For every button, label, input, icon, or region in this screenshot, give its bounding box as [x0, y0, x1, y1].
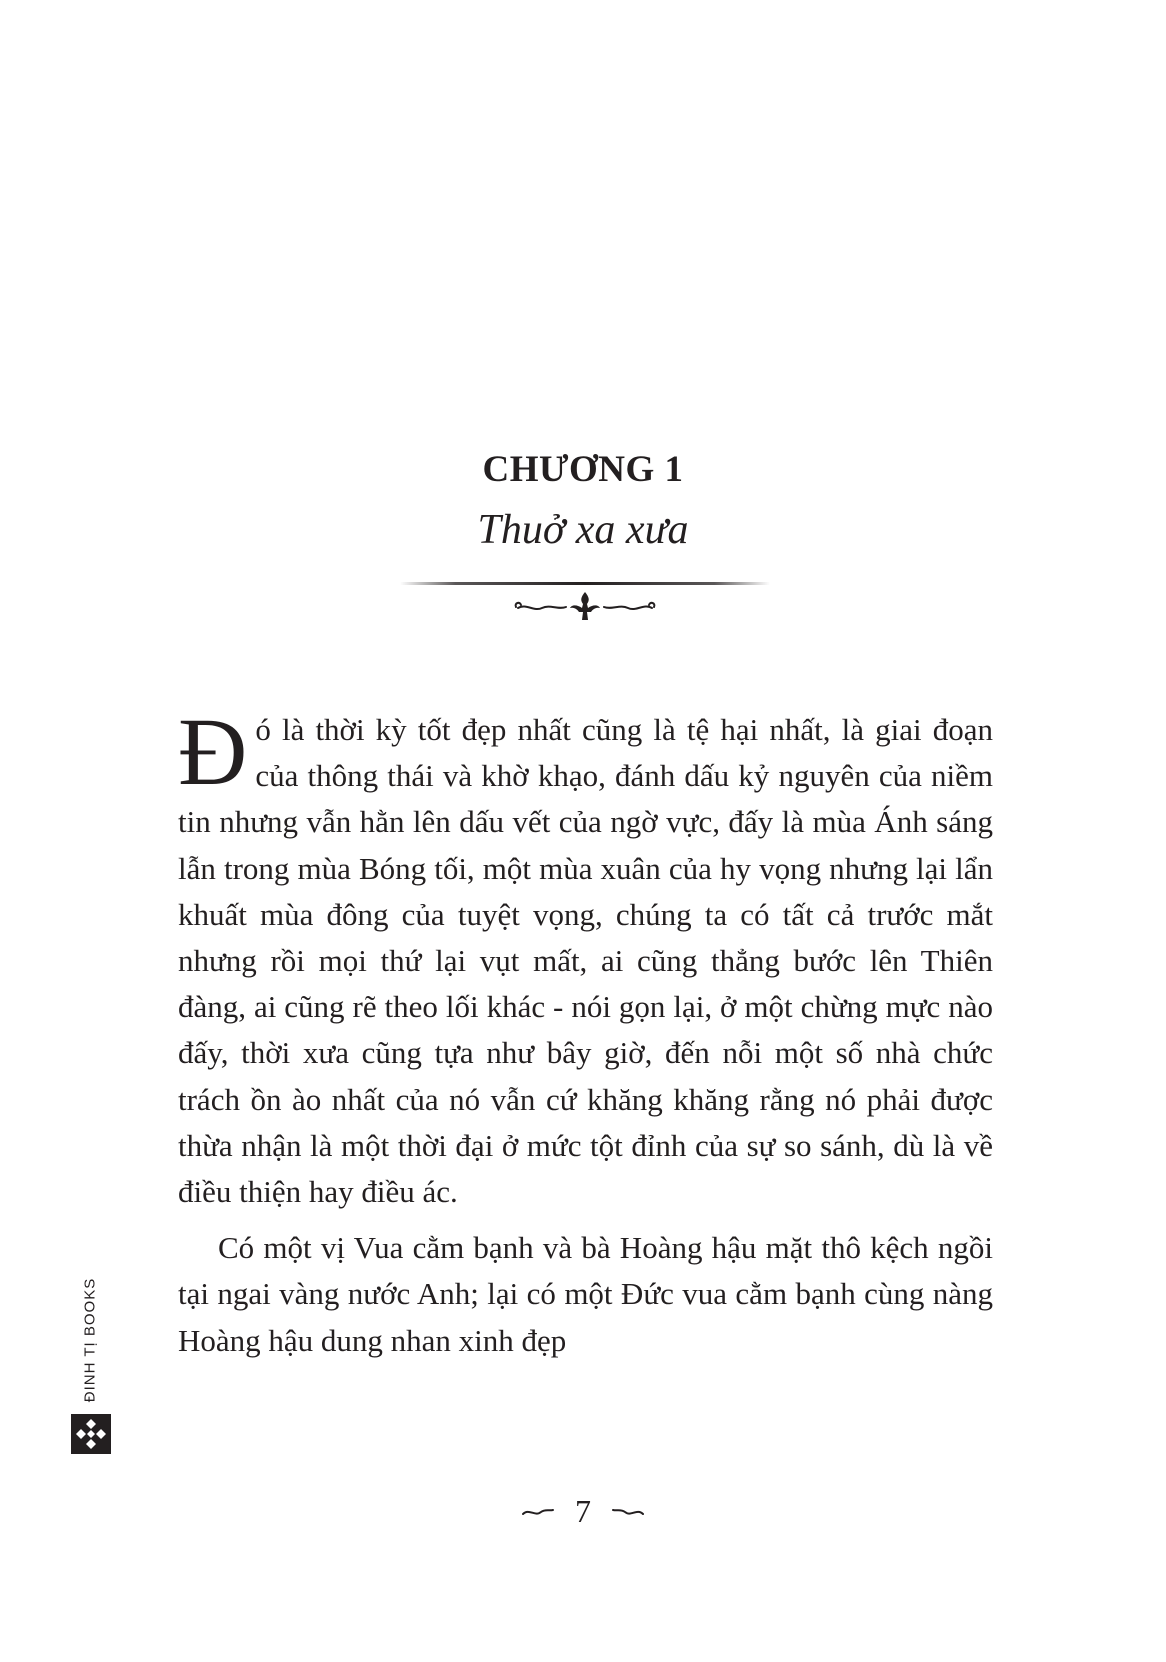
- ornament-rule: [400, 582, 770, 585]
- swirl-left-icon: [516, 603, 566, 609]
- chapter-body: [178, 698, 993, 1364]
- publisher-name: ĐINH TỊ BOOKS: [81, 1277, 99, 1403]
- chapter-title: Thuở xa xưa: [477, 507, 689, 553]
- swash-left-icon: [521, 1505, 555, 1519]
- chapter-heading: CHƯƠNG 1: [482, 449, 684, 490]
- paragraph-2: Có một vị Vua cằm bạnh và bà Hoàng hậu mặt thô kệch ngồi tại ngai vàng nước Anh; lại có một Đức vua cằm bạnh cùng nàng Hoàng hậu dung nhan xinh đẹp: [178, 1230, 993, 1358]
- paragraph-1-text: ó là thời kỳ tốt đẹp nhất cũng là tệ hại nhất, là giai đoạn của thông thái và khờ khạo, đánh dấu kỷ nguyên của niềm tin nhưng vẫn hằn lên dấu vết của ngờ vực, đấy là mùa Ánh sáng lẫn trong mùa Bóng tối, một mùa xuân của hy vọng nhưng lại lẩn khuất mùa đông của tuyệt vọng, chúng ta có tất cả trước mắt nhưng rồi mọi thứ lại vụt mất, ai cũng thẳng bước lên Thiên đàng, ai cũng rẽ theo lối khác - nói gọn lại, ở một chừng mực nào đấy, thời xưa cũng tựa như bây giờ, đến nỗi một số nhà chức trách ồn ào nhất của nó vẫn cứ khăng khăng rằng nó phải được thừa nhận là một thời đại ở mức tột đỉnh của sự so sánh, dù là về điều thiện hay điều ác.: [178, 712, 993, 1210]
- page-number: 7: [575, 1493, 591, 1530]
- chapter-ornament: [400, 578, 770, 630]
- publisher-logo-icon: [71, 1414, 111, 1454]
- paragraph-1: [178, 698, 993, 1215]
- drop-cap: Đ: [178, 698, 248, 805]
- swirl-right-icon: [604, 603, 654, 609]
- swash-right-icon: [611, 1505, 645, 1519]
- page-footer: [0, 1490, 1166, 1530]
- fleur-de-lis-icon: [570, 592, 600, 620]
